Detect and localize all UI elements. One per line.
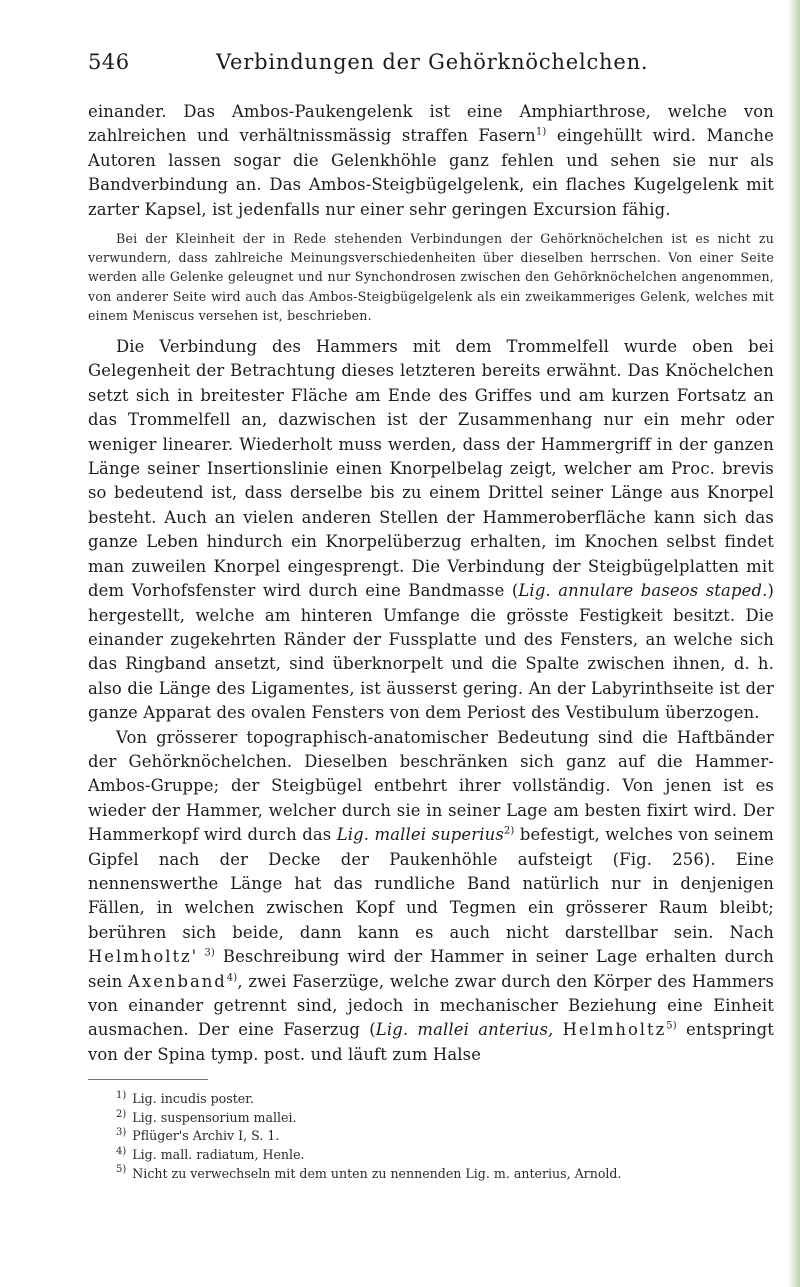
footnote-text: Nicht zu verwechseln mit dem unten zu nennenden Lig. m. anterius, Arnold. (132, 1165, 622, 1181)
italic-term: Lig. annulare baseos staped. (518, 581, 768, 601)
footnote-ref: 4) (226, 972, 238, 984)
footnote-item (88, 1146, 774, 1165)
footnote-item (88, 1127, 774, 1146)
paragraph-hammer-trommelfell (88, 335, 774, 726)
text-run (553, 1020, 562, 1039)
page-number: 546 (88, 50, 130, 74)
text-run: ) hergestellt, welche am hinteren Umfange die grösste Festigkeit besitzt. Die einander zugekehrten Ränder der Fussplatte und des Fensters, an welche sich das Ringband ansetzt, sind überknorpelt und die Spalte zwischen ihnen, d. h. also die Länge des Ligamentes, ist äusserst gering. An der Labyrinthseite ist der ganze Apparat des ovalen Fensters von dem Periost des Vestibulum überzogen. (88, 581, 774, 723)
text-run: , zwei Faserzüge, welche zwar durch den Körper des Hammers von einander getrennt sind, jedoch in mechanischer Beziehung eine Einheit ausmachen. Der eine Faserzug ( (88, 971, 775, 1040)
page-edge-shadow (788, 0, 800, 1287)
footnote-divider (88, 1079, 208, 1080)
footnote-text: Lig. incudis poster. (132, 1091, 254, 1107)
italic-term: Lig. mallei superius (336, 825, 504, 845)
emphasized-term: Axenband (128, 971, 227, 991)
italic-term: Lig. mallei anterius, (375, 1020, 554, 1040)
footnote-ref: 5) (666, 1020, 677, 1032)
footnote-text: Lig. suspensorium mallei. (132, 1109, 297, 1125)
running-title: Verbindungen der Gehörknöchelchen. (216, 50, 649, 74)
text-run: einander. Das Ambos-Paukengelenk ist eine Amphiarthrose, welche von zahlreichen und verhältnissmässig straffen Fasern (88, 102, 774, 146)
footnote-ref: 1) (535, 126, 547, 138)
text-run: befestigt, welches von seinem Gipfel nach der Decke der Paukenhöhle aufsteigt (Fig. 256). Eine nennenswerthe Länge hat das rundliche Band natürlich nur in denjenigen Fällen, in welchen zwischen Kopf und Tegmen ein grösserer Raum bleibt; berühren sich beide, dann kann es auch nicht darstellbar sein. Nach (88, 825, 775, 942)
footnote-text: Lig. mall. radiatum, Henle. (132, 1147, 305, 1163)
footnote-number: 2) (116, 1108, 127, 1120)
text-run: Von grösserer topographisch-anatomischer Bedeutung sind die Haftbänder der Gehörknöchelchen. Dieselben beschränken sich ganz auf die Hammer-Ambos-Gruppe; der Steigbügel entbehrt ihrer vollständig. Von jenen ist es wieder der Hammer, welcher durch sie in seiner Lage am besten fixirt wird. Der Hammerkopf wird durch das (88, 727, 774, 845)
footnote-number: 5) (116, 1164, 127, 1176)
paragraph-ambos-paukengelenk (88, 100, 774, 222)
footnote-number: 4) (116, 1145, 127, 1157)
footnote-item (88, 1109, 774, 1128)
footnotes (88, 1090, 774, 1183)
footnote-text: Pflüger's Archiv I, S. 1. (132, 1128, 280, 1144)
small-print-note: Bei der Kleinheit der in Rede stehenden Verbindungen der Gehörknöchelchen ist es nicht zu verwundern, dass zahlreiche Meinungsverschiedenheiten über dieselben herrschen. Von einer Seite werden alle Gelenke geleugnet und nur Synchondrosen zwischen den Gehörknöchelchen angenommen, von anderer Seite wird auch das Ambos-Steigbügelgelenk als ein zweikammeriges Gelenk, welches mit einem Meniscus versehen ist, beschrieben. (88, 231, 774, 323)
author-name: Helmholtz (562, 1020, 667, 1040)
text-run: ' (191, 947, 205, 967)
text-run: Beschreibung wird der Hammer in seiner Lage erhalten durch sein (88, 947, 774, 991)
author-name: Helmholtz (88, 947, 192, 967)
footnote-number: 3) (116, 1127, 127, 1139)
text-run: entspringt von der Spina tymp. post. und läuft zum Halse (88, 1020, 774, 1064)
footnote-ref: 2) (503, 825, 515, 837)
book-page (88, 50, 774, 1183)
footnote-item (88, 1165, 774, 1184)
text-run: eingehüllt wird. Manche Autoren lassen sogar die Gelenkhöhle ganz fehlen und sehen sie nur als Bandverbindung an. Das Ambos-Steigbügelgelenk, ein flaches Kugelgelenk mit zarter Kapsel, ist jedenfalls nur einer sehr geringen Excursion fähig. (88, 126, 774, 219)
footnote-item (88, 1090, 774, 1109)
footnote-ref: 3) (204, 947, 215, 959)
footnote-number: 1) (116, 1090, 127, 1102)
paragraph-haftbaender (88, 726, 774, 1068)
page-header (88, 50, 774, 80)
text-run: Die Verbindung des Hammers mit dem Trommelfell wurde oben bei Gelegenheit der Betrachtung dieses letzteren bereits erwähnt. Das Knöchelchen setzt sich in breitester Fläche am Ende des Griffes und am kurzen Fortsatz an das Trommelfell an, dazwischen ist der Zusammenhang nur ein mehr oder weniger linearer. Wiederholt muss werden, dass der Hammergriff in der ganzen Länge seiner Insertionslinie einen Knorpelbelag zeigt, welcher am Proc. brevis so bedeutend ist, dass derselbe bis zu einem Drittel seiner Länge aus Knorpel besteht. Auch an vielen anderen Stellen der Hammeroberfläche kann sich das ganze Leben hindurch ein Knorpelüberzug erhalten, im Knochen selbst findet man zuweilen Knorpel eingesprengt. Die Verbindung der Steigbügelplatten mit dem Vorhofsfenster wird durch eine Bandmasse ( (88, 337, 774, 601)
